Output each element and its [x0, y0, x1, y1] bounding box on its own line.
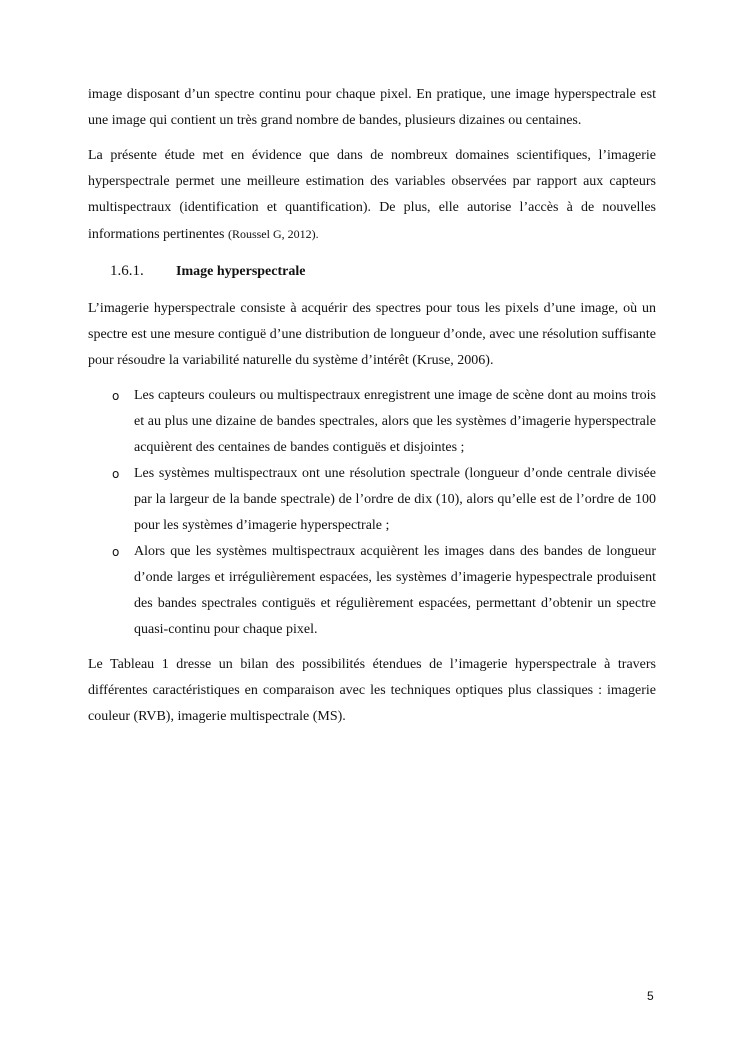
- paragraph-table-intro: Le Tableau 1 dresse un bilan des possibilités étendues de l’imagerie hyperspectrale à travers différentes caractéristiques en comparaison avec les techniques optiques plus classiques : imagerie couleur (RVB), imagerie multispectrale (MS).: [88, 657, 656, 724]
- bullet-list: [88, 383, 656, 643]
- paragraph-intro: image disposant d’un spectre continu pour chaque pixel. En pratique, une image hyperspectrale est une image qui contient un très grand nombre de bandes, plusieurs dizaines ou centaines.: [88, 87, 656, 128]
- citation: (Roussel G, 2012).: [227, 227, 319, 241]
- section-title: Image hyperspectrale: [176, 264, 306, 279]
- paragraph-definition: L’imagerie hyperspectrale consiste à acquérir des spectres pour tous les pixels d’une image, où un spectre est une mesure contiguë d’une distribution de longueur d’onde, avec une résolution suffisante pour résoudre la variabilité naturelle du système d’intérêt (Kruse, 2006).: [88, 301, 656, 368]
- page-content: [88, 82, 656, 739]
- list-item: [88, 539, 656, 643]
- bullet-icon: o: [112, 545, 120, 559]
- list-item-text: Les capteurs couleurs ou multispectraux enregistrent une image de scène dont au moins trois et au plus une dizaine de bandes spectrales, alors que les systèmes d’imagerie hyperspectrale acquièrent des centaines de bandes contiguës et disjointes ;: [134, 388, 656, 455]
- page-number: 5: [647, 989, 654, 1003]
- bullet-icon: o: [112, 389, 120, 403]
- section-number: 1.6.1.: [110, 263, 144, 279]
- section-heading: [88, 258, 656, 285]
- paragraph-study: [88, 143, 656, 248]
- list-item: [88, 383, 656, 461]
- list-item-text: Alors que les systèmes multispectraux acquièrent les images dans des bandes de longueur d’onde larges et irrégulièrement espacées, les systèmes d’imagerie hypespectrale produisent des bandes spectrales contiguës et régulièrement espacées, permettant d’obtenir un spectre quasi-continu pour chaque pixel.: [134, 544, 656, 637]
- bullet-icon: o: [112, 467, 120, 481]
- list-item-text: Les systèmes multispectraux ont une résolution spectrale (longueur d’onde centrale divisée par la largeur de la bande spectrale) de l’ordre de dix (10), alors qu’elle est de l’ordre de 100 pour les systèmes d’imagerie hyperspectrale ;: [134, 466, 656, 533]
- list-item: [88, 461, 656, 539]
- paragraph-study-text: La présente étude met en évidence que dans de nombreux domaines scientifiques, l’imagerie hyperspectrale permet une meilleure estimation des variables observées par rapport aux capteurs multispectraux (identification et quantification). De plus, elle autorise l’accès à de nouvelles informations pertinentes: [88, 148, 656, 242]
